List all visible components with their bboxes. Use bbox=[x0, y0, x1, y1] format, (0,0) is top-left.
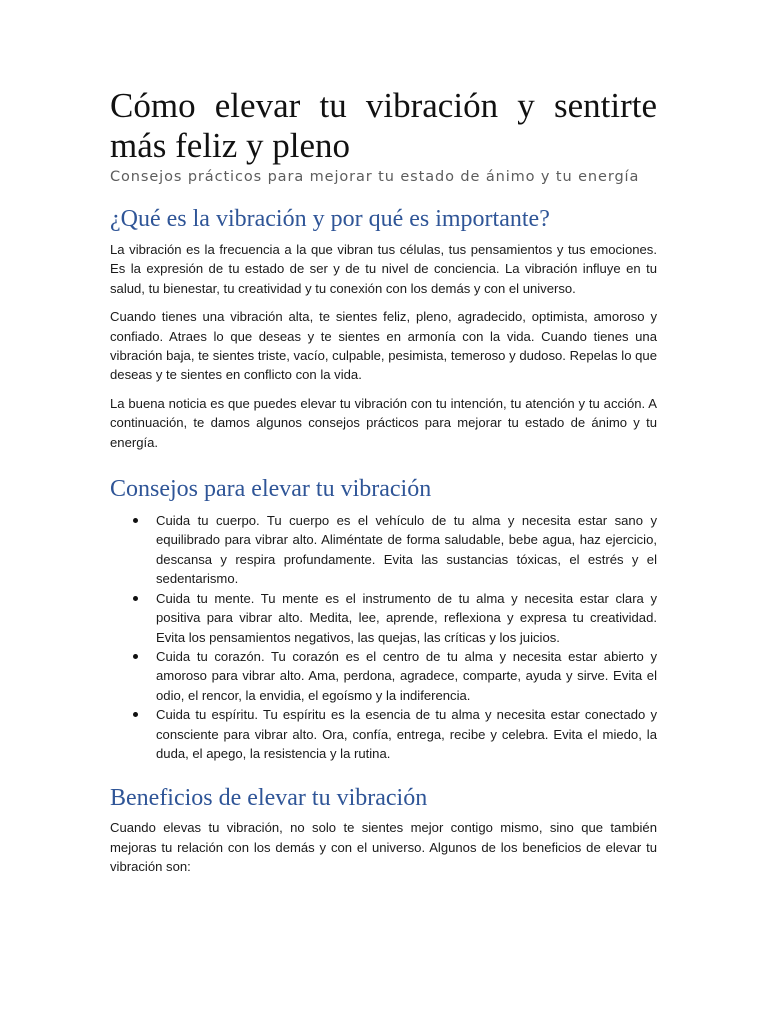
list-item-text: Cuida tu corazón. Tu corazón es el centro de tu alma y necesita estar abierto y amoroso para vibrar alto. Ama, perdona, agradece, comparte, ayuda y sirve. Evita el odio, el rencor, la envidia, el egoísmo y la indiferencia. bbox=[156, 648, 657, 703]
paragraph: Cuando elevas tu vibración, no solo te sientes mejor contigo mismo, sino que también mejoras tu relación con los demás y con el universo. Algunos de los beneficios de elevar tu vibración son: bbox=[110, 820, 657, 875]
list-item-text: Cuida tu cuerpo. Tu cuerpo es el vehículo de tu alma y necesita estar sano y equilibrado para vibrar alto. Aliméntate de forma saludable, bebe agua, haz ejercicio, descansa y respira profundamente. Evita las sustancias tóxicas, el estrés y el sedentarismo. bbox=[156, 513, 657, 587]
paragraph: Cuando tienes una vibración alta, te sientes feliz, pleno, agradecido, optimista, amoroso y confiado. Atraes lo que deseas y te sientes en armonía con la vida. Cuando tienes una vibración baja, te sientes triste, vacío, culpable, pesimista, temeroso y dudoso. Repelas lo que deseas y te sientes en conflicto con la vida. bbox=[110, 309, 657, 383]
section-heading-consejos: Consejos para elevar tu vibración bbox=[110, 476, 432, 503]
list-item bbox=[110, 589, 657, 647]
section-heading-beneficios: Beneficios de elevar tu vibración bbox=[110, 785, 428, 812]
tips-list bbox=[110, 511, 657, 763]
paragraph: La buena noticia es que puedes elevar tu vibración con tu intención, tu atención y tu acción. A continuación, te damos algunos consejos prácticos para mejorar tu estado de ánimo y tu energía. bbox=[110, 395, 657, 450]
bullet-icon bbox=[133, 518, 138, 523]
paragraph: La vibración es la frecuencia a la que vibran tus células, tus pensamientos y tus emociones. Es la expresión de tu estado de ser y de tu nivel de conciencia. La vibración influye en tu salud, tu bienestar, tu creatividad y tu conexión con los demás y con el universo. bbox=[110, 242, 657, 296]
list-item-text: Cuida tu mente. Tu mente es el instrumento de tu alma y necesita estar clara y positiva para vibrar alto. Medita, lee, aprende, reflexiona y expresa tu creatividad. Evita los pensamientos negativos, las quejas, las críticas y los juicios. bbox=[156, 590, 657, 645]
bullet-icon bbox=[133, 654, 138, 659]
list-item bbox=[110, 511, 657, 589]
section-heading-vibracion: ¿Qué es la vibración y por qué es importante? bbox=[110, 206, 550, 232]
list-item-text: Cuida tu espíritu. Tu espíritu es la esencia de tu alma y necesita estar conectado y consciente para vibrar alto. Ora, confía, entrega, recibe y celebra. Evita el miedo, la duda, el apego, la resistencia y la rutina. bbox=[156, 707, 657, 761]
bullet-icon bbox=[133, 712, 138, 717]
list-item bbox=[110, 705, 657, 763]
document-title: Cómo elevar tu vibración y sentirte más feliz y pleno bbox=[110, 86, 657, 165]
document-page bbox=[110, 86, 657, 886]
bullet-icon bbox=[133, 596, 138, 601]
list-item bbox=[110, 647, 657, 705]
document-subtitle: Consejos prácticos para mejorar tu estado de ánimo y tu energía bbox=[110, 169, 640, 185]
